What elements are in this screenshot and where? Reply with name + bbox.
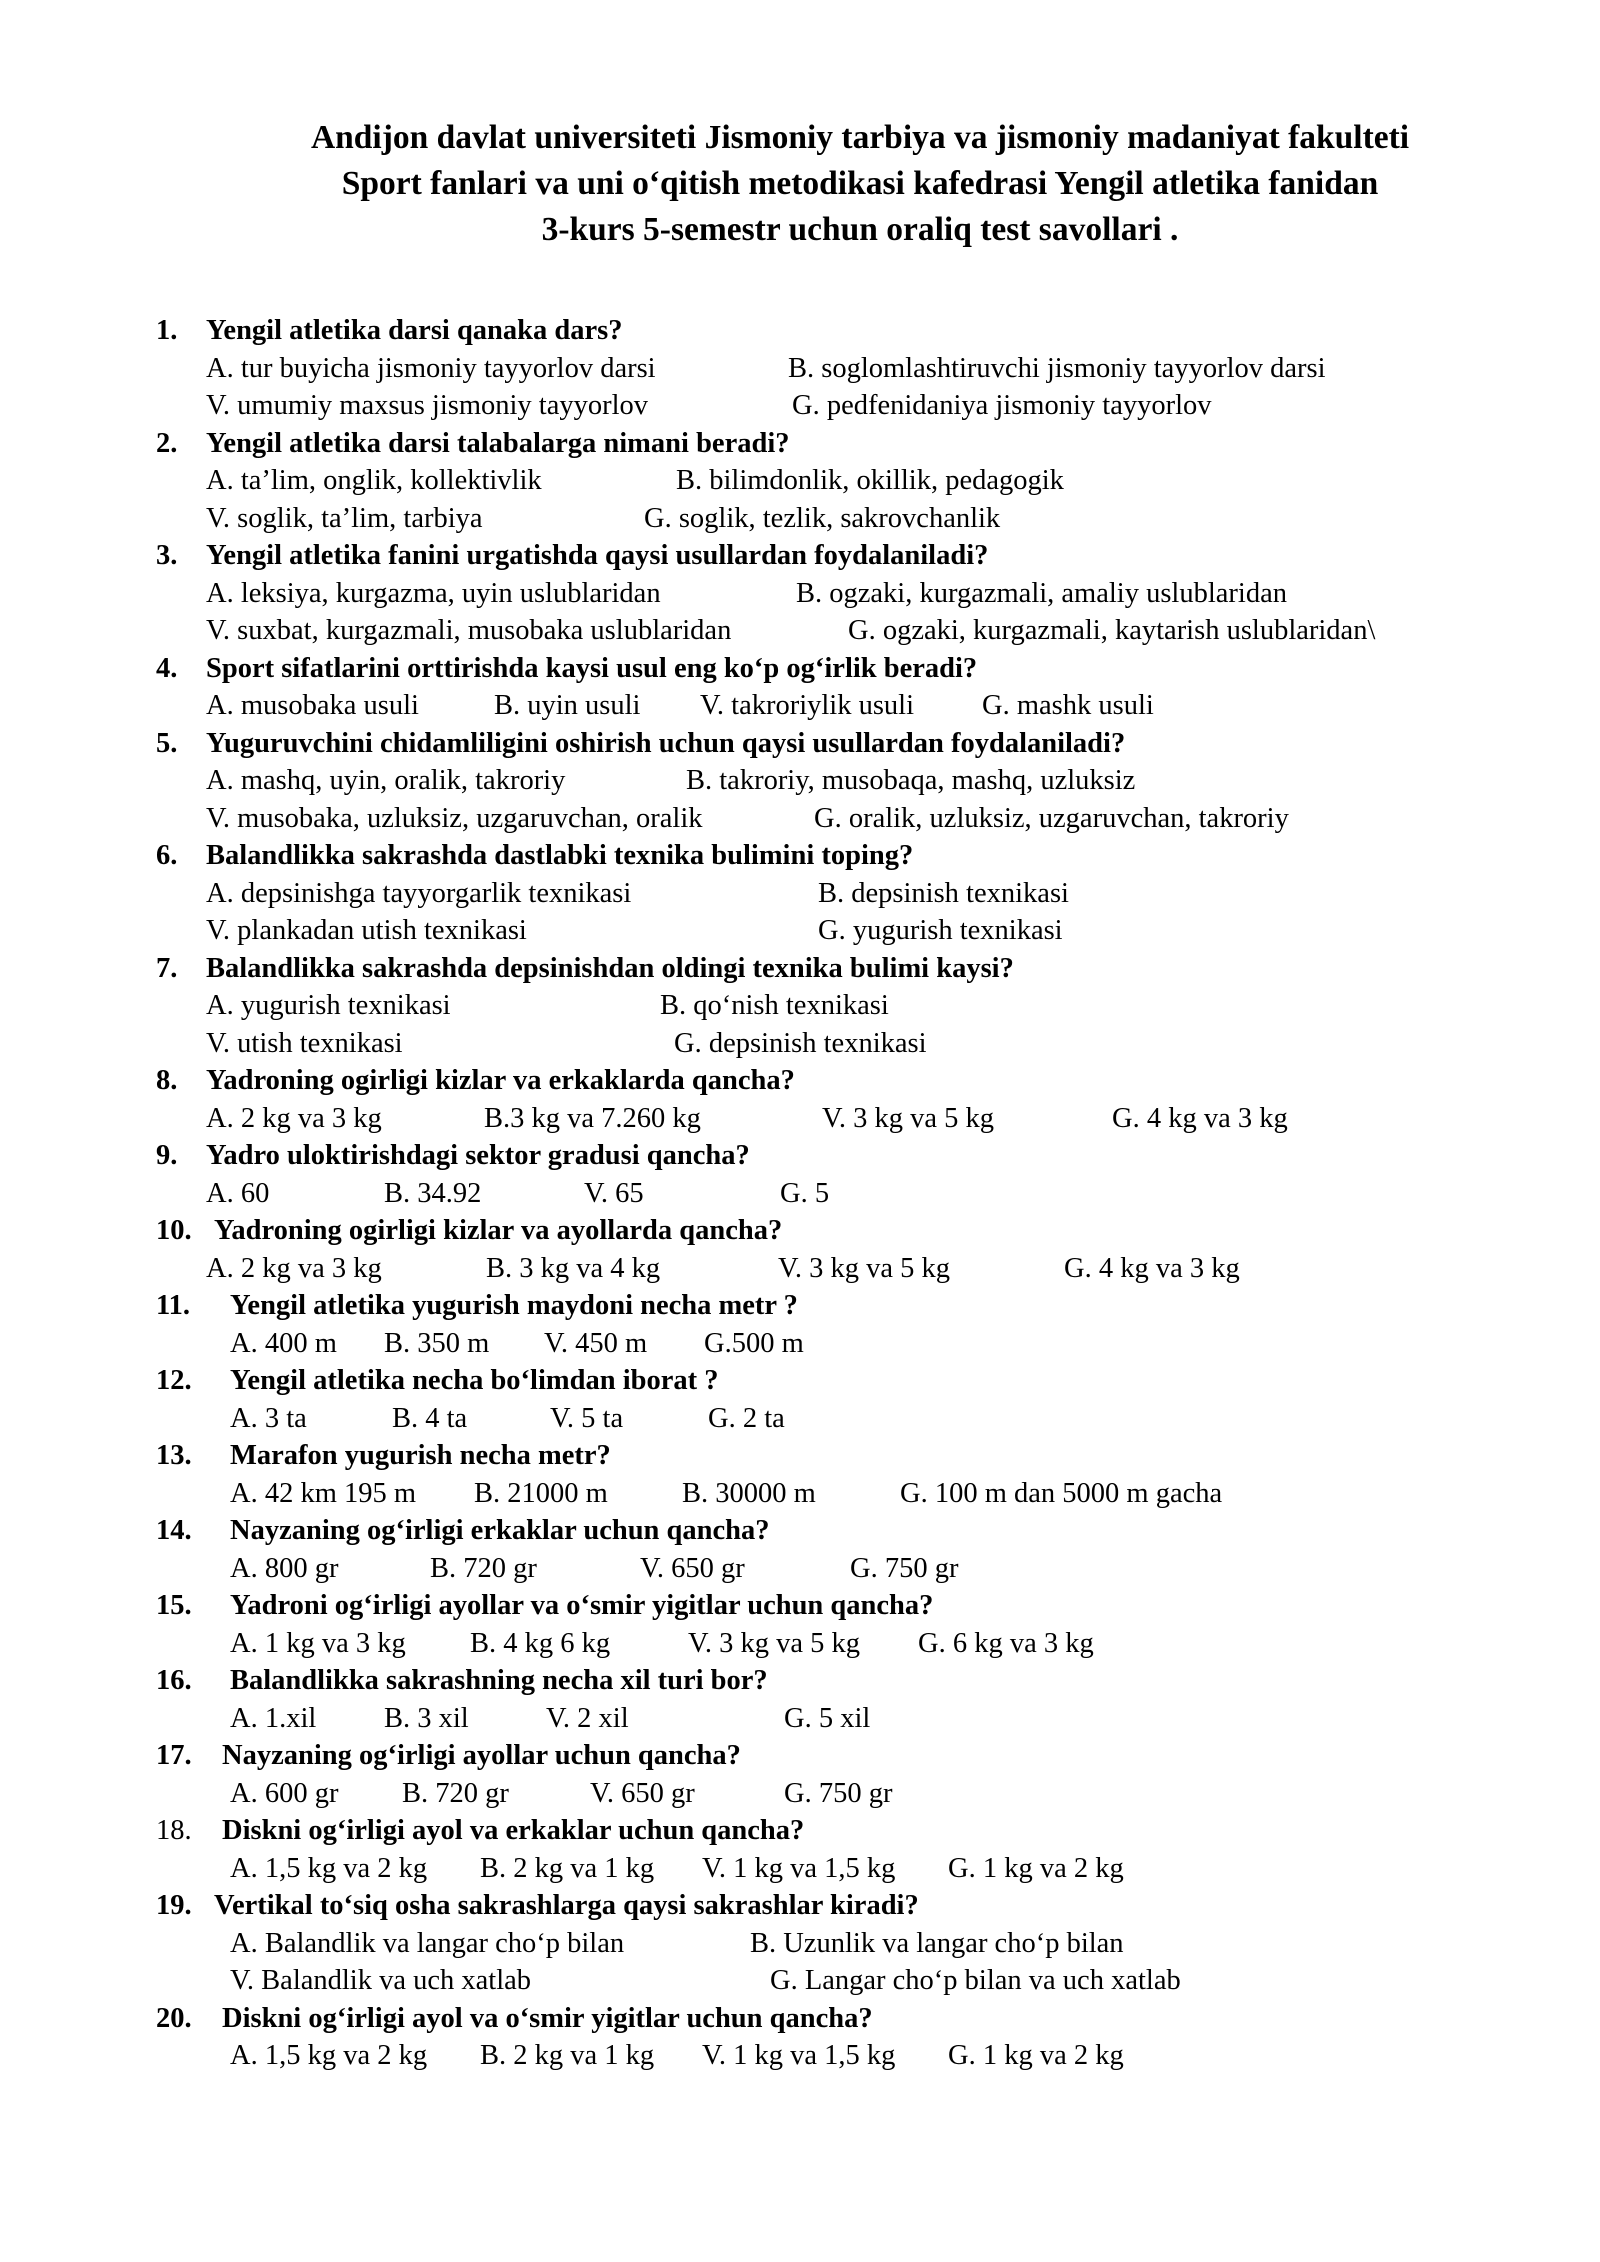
question-text: Balandlikka sakrashda dastlabki texnika bulimini toping? <box>206 840 914 871</box>
answer-row <box>0 1250 1600 1288</box>
question-line <box>0 1062 1600 1100</box>
question-line <box>0 1212 1600 1250</box>
answer-option: V. 5 ta <box>550 1402 624 1434</box>
answer-option: G. 4 kg va 3 kg <box>1112 1102 1288 1134</box>
answer-option: V. suxbat, kurgazmali, musobaka uslublaridan <box>206 615 732 646</box>
question-text: Nayzaning og‘irligi ayollar uchun qancha? <box>222 1740 741 1771</box>
answer-row <box>0 1850 1600 1888</box>
answer-option: B. 720 gr <box>430 1552 537 1584</box>
question-line <box>0 837 1600 875</box>
question-number: 2. <box>156 427 178 459</box>
answer-row <box>0 350 1600 388</box>
answer-option: A. musobaka usuli <box>206 690 419 721</box>
answer-row <box>0 387 1600 425</box>
answer-option: G. 750 gr <box>850 1552 959 1584</box>
question-text: Yadroni og‘irligi ayollar va o‘smir yigitlar uchun qancha? <box>230 1590 934 1621</box>
answer-row <box>0 1550 1600 1588</box>
question-number: 20. <box>156 2002 192 2034</box>
answer-option: B. 720 gr <box>402 1777 509 1809</box>
answer-option: A. leksiya, kurgazma, uyin uslublaridan <box>206 577 661 609</box>
answer-option: G. soglik, tezlik, sakrovchanlik <box>644 502 1001 534</box>
answer-option: V. umumiy maxsus jismoniy tayyorlov <box>206 390 649 421</box>
question-text: Diskni og‘irligi ayol va o‘smir yigitlar uchun qancha? <box>222 2002 873 2034</box>
answer-option: G.500 m <box>704 1327 804 1359</box>
question-number: 7. <box>156 952 178 984</box>
question-text: Yadro uloktirishdagi sektor gradusi qancha? <box>206 1140 750 1171</box>
question-text: Nayzaning og‘irligi erkaklar uchun qancha? <box>230 1515 770 1546</box>
answer-row <box>0 1625 1600 1663</box>
answer-option: A. depsinishga tayyorgarlik texnikasi <box>206 877 632 909</box>
answer-row <box>0 1100 1600 1138</box>
answer-option: V. musobaka, uzluksiz, uzgaruvchan, oralik <box>206 802 703 834</box>
answer-option: B. takroriy, musobaqa, mashq, uzluksiz <box>686 765 1136 796</box>
answer-option: B. 34.92 <box>384 1177 482 1209</box>
answer-option: G. 5 xil <box>784 1702 871 1734</box>
answer-option: V. utish texnikasi <box>206 1027 403 1059</box>
answer-option: A. 2 kg va 3 kg <box>206 1252 382 1284</box>
answer-row <box>0 462 1600 500</box>
answer-option: V. Balandlik va uch xatlab <box>230 1965 532 1996</box>
answer-row <box>0 800 1600 838</box>
question-text: Yadroning ogirligi kizlar va erkaklarda qancha? <box>206 1065 795 1096</box>
answer-option: A. tur buyicha jismoniy tayyorlov darsi <box>206 352 656 384</box>
header-line-university: Andijon davlat universiteti Jismoniy tarbiya va jismoniy madaniyat fakulteti <box>310 119 1410 156</box>
answer-option: A. 3 ta <box>230 1402 307 1434</box>
answer-option: V. 2 xil <box>546 1702 629 1734</box>
answer-option: B. 4 kg 6 kg <box>470 1627 611 1659</box>
answer-option: B. 21000 m <box>474 1477 608 1509</box>
answer-option: A. 800 gr <box>230 1552 339 1584</box>
question-line <box>0 1512 1600 1550</box>
question-number: 9. <box>156 1140 178 1171</box>
question-text: Yengil atletika fanini urgatishda qaysi usullardan foydalaniladi? <box>206 540 989 571</box>
question-text: Balandlikka sakrashda depsinishdan oldingi texnika bulimi kaysi? <box>206 952 1014 984</box>
question-text: Vertikal to‘siq osha sakrashlarga qaysi sakrashlar kiradi? <box>214 1890 919 1921</box>
question-number: 19. <box>156 1890 192 1921</box>
answer-option: B. Uzunlik va langar cho‘p bilan <box>750 1927 1124 1959</box>
answer-option: A. 1,5 kg va 2 kg <box>230 2040 428 2071</box>
answer-row <box>0 1325 1600 1363</box>
answer-option: G. 750 gr <box>784 1777 893 1809</box>
answer-row <box>0 575 1600 613</box>
question-line <box>0 312 1600 350</box>
answer-option: G. 6 kg va 3 kg <box>918 1627 1094 1659</box>
answer-option: B. bilimdonlik, okillik, pedagogik <box>676 465 1064 496</box>
question-number: 14. <box>156 1515 192 1546</box>
answer-row <box>0 1175 1600 1213</box>
answer-option: G. depsinish texnikasi <box>674 1027 927 1059</box>
answer-option: G. 5 <box>780 1177 830 1209</box>
answer-row <box>0 612 1600 650</box>
question-number: 16. <box>156 1665 192 1696</box>
question-line <box>0 1437 1600 1475</box>
answer-option: V. plankadan utish texnikasi <box>206 915 527 946</box>
answer-row <box>0 1700 1600 1738</box>
question-line <box>0 537 1600 575</box>
answer-option: V. 1 kg va 1,5 kg <box>702 2040 896 2071</box>
question-number: 18. <box>156 1815 192 1846</box>
question-line <box>0 950 1600 988</box>
question-line <box>0 1137 1600 1175</box>
answer-option: G. mashk usuli <box>982 690 1154 721</box>
answer-option: V. 450 m <box>544 1327 648 1359</box>
answer-row <box>0 2037 1600 2075</box>
answer-option: V. 1 kg va 1,5 kg <box>702 1852 896 1884</box>
answer-option: B. 3 xil <box>384 1702 469 1734</box>
answer-row <box>0 875 1600 913</box>
question-number: 13. <box>156 1440 192 1471</box>
question-line <box>0 725 1600 763</box>
answer-row <box>0 912 1600 950</box>
answer-option: B. 2 kg va 1 kg <box>480 2040 655 2071</box>
answer-option: G. pedfenidaniya jismoniy tayyorlov <box>792 390 1212 421</box>
question-line <box>0 1887 1600 1925</box>
answer-option: G. oralik, uzluksiz, uzgaruvchan, takroriy <box>814 802 1289 834</box>
answer-option: V. 3 kg va 5 kg <box>822 1102 995 1134</box>
question-number: 3. <box>156 540 178 571</box>
answer-option: B. 3 kg va 4 kg <box>486 1252 661 1284</box>
answer-option: B. soglomlashtiruvchi jismoniy tayyorlov darsi <box>788 352 1326 384</box>
answer-option: V. soglik, ta’lim, tarbiya <box>206 502 483 534</box>
answer-row <box>0 1475 1600 1513</box>
answer-option: V. 3 kg va 5 kg <box>688 1627 861 1659</box>
question-line <box>0 1812 1600 1850</box>
answer-option: B. qo‘nish texnikasi <box>660 990 889 1021</box>
question-list <box>0 312 1600 2075</box>
answer-row <box>0 1925 1600 1963</box>
question-text: Yuguruvchini chidamliligini oshirish uchun qaysi usullardan foydalaniladi? <box>206 727 1126 759</box>
answer-row <box>0 500 1600 538</box>
question-line <box>0 1362 1600 1400</box>
question-line <box>0 1737 1600 1775</box>
answer-option: A. 1.xil <box>230 1702 317 1734</box>
answer-option: V. 65 <box>584 1177 644 1209</box>
question-line <box>0 1587 1600 1625</box>
question-number: 15. <box>156 1590 192 1621</box>
question-number: 17. <box>156 1740 192 1771</box>
question-text: Yengil atletika darsi talabalarga nimani beradi? <box>206 427 790 459</box>
answer-option: V. 650 gr <box>640 1552 745 1584</box>
answer-option: G. 2 ta <box>708 1402 785 1434</box>
answer-option: A. 60 <box>206 1177 270 1209</box>
answer-row <box>0 1025 1600 1063</box>
question-text: Sport sifatlarini orttirishda kaysi usul eng ko‘p og‘irlik beradi? <box>206 652 978 684</box>
answer-row <box>0 1775 1600 1813</box>
answer-row <box>0 762 1600 800</box>
question-line <box>0 650 1600 688</box>
question-line <box>0 1662 1600 1700</box>
question-text: Yadroning ogirligi kizlar va ayollarda qancha? <box>214 1215 783 1246</box>
answer-row <box>0 1962 1600 2000</box>
answer-option: A. ta’lim, onglik, kollektivlik <box>206 465 542 496</box>
answer-option: V. 650 gr <box>590 1777 695 1809</box>
answer-option: B. 2 kg va 1 kg <box>480 1852 655 1884</box>
answer-option: G. Langar cho‘p bilan va uch xatlab <box>770 1965 1181 1996</box>
answer-option: A. yugurish texnikasi <box>206 990 451 1021</box>
answer-option: B. 30000 m <box>682 1477 816 1509</box>
question-number: 11. <box>156 1290 191 1321</box>
answer-option: B. ogzaki, kurgazmali, amaliy uslublaridan <box>796 577 1287 609</box>
answer-option: G. 4 kg va 3 kg <box>1064 1252 1240 1284</box>
header-line-department: Sport fanlari va uni o‘qitish metodikasi kafedrasi Yengil atletika fanidan <box>341 165 1379 202</box>
question-number: 12. <box>156 1365 192 1396</box>
question-line <box>0 1287 1600 1325</box>
question-number: 10. <box>156 1215 192 1246</box>
answer-option: B. 350 m <box>384 1327 490 1359</box>
answer-option: B. depsinish texnikasi <box>818 877 1069 909</box>
question-number: 4. <box>156 652 178 684</box>
answer-option: A. 400 m <box>230 1327 337 1359</box>
answer-row <box>0 1400 1600 1438</box>
answer-option: B.3 kg va 7.260 kg <box>484 1102 701 1134</box>
answer-row <box>0 687 1600 725</box>
answer-option: G. 1 kg va 2 kg <box>948 1852 1124 1884</box>
question-line <box>0 425 1600 463</box>
question-line <box>0 2000 1600 2038</box>
answer-option: A. 600 gr <box>230 1777 339 1809</box>
question-text: Yengil atletika necha bo‘limdan iborat ? <box>230 1365 719 1396</box>
question-text: Yengil atletika darsi qanaka dars? <box>206 315 623 346</box>
answer-option: V. 3 kg va 5 kg <box>778 1252 951 1284</box>
answer-row <box>0 987 1600 1025</box>
answer-option: A. 42 km 195 m <box>230 1477 417 1509</box>
answer-option: G. 100 m dan 5000 m gacha <box>900 1477 1223 1509</box>
answer-option: A. Balandlik va langar cho‘p bilan <box>230 1927 625 1959</box>
answer-option: A. 2 kg va 3 kg <box>206 1102 382 1134</box>
answer-option: V. takroriylik usuli <box>700 690 915 721</box>
answer-option: G. yugurish texnikasi <box>818 915 1063 946</box>
answer-option: G. ogzaki, kurgazmali, kaytarish uslublaridan\ <box>848 615 1376 646</box>
question-text: Diskni og‘irligi ayol va erkaklar uchun qancha? <box>222 1815 805 1846</box>
question-number: 5. <box>156 727 178 759</box>
question-text: Yengil atletika yugurish maydoni necha metr ? <box>230 1290 798 1321</box>
answer-option: A. 1 kg va 3 kg <box>230 1627 406 1659</box>
question-text: Balandlikka sakrashning necha xil turi bor? <box>230 1665 768 1696</box>
question-text: Marafon yugurish necha metr? <box>230 1440 611 1471</box>
answer-option: A. mashq, uyin, oralik, takroriy <box>206 765 566 796</box>
question-number: 8. <box>156 1065 178 1096</box>
question-number: 6. <box>156 840 178 871</box>
document-header <box>200 115 1520 253</box>
answer-option: B. uyin usuli <box>494 690 641 721</box>
header-line-course: 3-kurs 5-semestr uchun oraliq test savollari . <box>541 211 1179 248</box>
answer-option: B. 4 ta <box>392 1402 468 1434</box>
answer-option: A. 1,5 kg va 2 kg <box>230 1852 428 1884</box>
answer-option: G. 1 kg va 2 kg <box>948 2040 1124 2071</box>
question-number: 1. <box>156 315 178 346</box>
